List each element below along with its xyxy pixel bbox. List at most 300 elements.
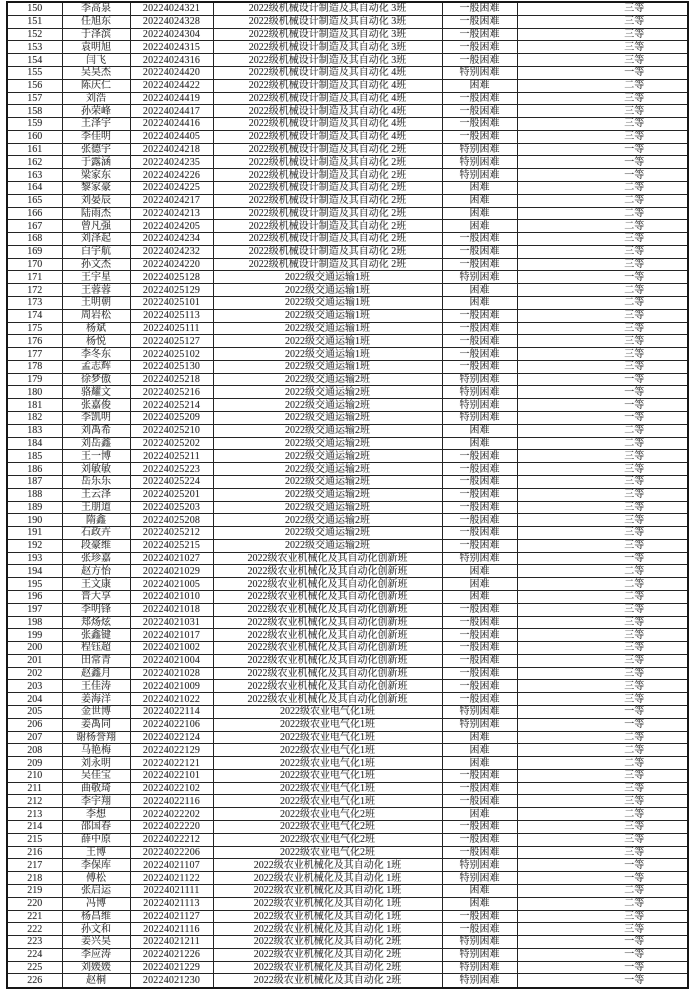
cell-student-name: 周岩松 [62, 309, 130, 322]
cell-student-name: 王云泽 [62, 488, 130, 501]
cell-student-id: 20224025101 [130, 297, 213, 310]
table-row [7, 463, 688, 476]
cell-class-name: 2022级农业机械化及其自动化创新班 [213, 603, 442, 616]
cell-class-name: 2022级农业机械化及其自动化创新班 [213, 590, 442, 603]
cell-student-name: 孙文杰 [62, 258, 130, 271]
cell-student-name: 王博 [62, 846, 130, 859]
cell-row-number: 212 [7, 795, 62, 808]
cell-row-number: 217 [7, 859, 62, 872]
cell-student-id: 20224022220 [130, 821, 213, 834]
table-row [7, 718, 688, 731]
cell-grade-level: 三等 [517, 680, 688, 693]
cell-row-number: 185 [7, 450, 62, 463]
cell-class-name: 2022级机械设计制造及其自动化 2班 [213, 258, 442, 271]
cell-grade-level: 一等 [517, 386, 688, 399]
cell-row-number: 204 [7, 693, 62, 706]
cell-class-name: 2022级交通运输2班 [213, 399, 442, 412]
cell-student-id: 20224022202 [130, 808, 213, 821]
cell-student-id: 20224024316 [130, 54, 213, 67]
table-row [7, 475, 688, 488]
table-row [7, 271, 688, 284]
cell-student-id: 20224024205 [130, 220, 213, 233]
cell-difficulty-level: 困难 [442, 744, 517, 757]
cell-student-name: 晋大享 [62, 590, 130, 603]
cell-difficulty-level: 困难 [442, 79, 517, 92]
cell-row-number: 191 [7, 527, 62, 540]
cell-difficulty-level: 一般困难 [442, 309, 517, 322]
cell-student-id: 20224024220 [130, 258, 213, 271]
cell-student-name: 张嘉俊 [62, 399, 130, 412]
cell-student-name: 任旭东 [62, 15, 130, 28]
cell-difficulty-level: 一般困难 [442, 629, 517, 642]
cell-grade-level: 二等 [517, 565, 688, 578]
cell-student-name: 赵鑫月 [62, 667, 130, 680]
cell-student-id: 20224025223 [130, 463, 213, 476]
cell-grade-level: 三等 [517, 475, 688, 488]
cell-student-name: 曲敬琦 [62, 782, 130, 795]
table-row [7, 706, 688, 719]
table-row [7, 79, 688, 92]
cell-student-id: 20224024218 [130, 143, 213, 156]
cell-grade-level: 三等 [517, 654, 688, 667]
cell-student-name: 王佳涛 [62, 680, 130, 693]
cell-student-id: 20224022101 [130, 769, 213, 782]
cell-difficulty-level: 特别困难 [442, 399, 517, 412]
cell-difficulty-level: 特别困难 [442, 948, 517, 961]
cell-class-name: 2022级农业机械化及其自动化 1班 [213, 910, 442, 923]
cell-class-name: 2022级机械设计制造及其自动化 3班 [213, 15, 442, 28]
cell-row-number: 200 [7, 642, 62, 655]
cell-class-name: 2022级交通运输1班 [213, 271, 442, 284]
cell-difficulty-level: 特别困难 [442, 859, 517, 872]
cell-difficulty-level: 一般困难 [442, 130, 517, 143]
cell-student-id: 20224021127 [130, 910, 213, 923]
cell-row-number: 206 [7, 718, 62, 731]
cell-grade-level: 二等 [517, 590, 688, 603]
cell-difficulty-level: 一般困难 [442, 795, 517, 808]
cell-grade-level: 二等 [517, 424, 688, 437]
cell-student-name: 李冬东 [62, 348, 130, 361]
cell-student-name: 王蓉蓉 [62, 284, 130, 297]
cell-class-name: 2022级交通运输2班 [213, 373, 442, 386]
cell-student-id: 20224022106 [130, 718, 213, 731]
table-row [7, 693, 688, 706]
cell-student-id: 20224024321 [130, 2, 213, 15]
cell-student-id: 20224021226 [130, 948, 213, 961]
cell-difficulty-level: 一般困难 [442, 41, 517, 54]
cell-class-name: 2022级农业机械化及其自动化 1班 [213, 923, 442, 936]
cell-student-name: 孙文和 [62, 923, 130, 936]
table-row [7, 795, 688, 808]
cell-student-name: 王明朝 [62, 297, 130, 310]
table-row [7, 910, 688, 923]
cell-grade-level: 三等 [517, 910, 688, 923]
cell-grade-level: 三等 [517, 693, 688, 706]
cell-row-number: 162 [7, 156, 62, 169]
cell-grade-level: 三等 [517, 245, 688, 258]
table-row [7, 424, 688, 437]
cell-row-number: 176 [7, 335, 62, 348]
cell-grade-level: 三等 [517, 923, 688, 936]
cell-student-name: 刘浩 [62, 92, 130, 105]
table-row [7, 15, 688, 28]
cell-student-name: 薛中原 [62, 833, 130, 846]
cell-student-id: 20224025215 [130, 539, 213, 552]
table-row [7, 373, 688, 386]
cell-row-number: 166 [7, 207, 62, 220]
cell-row-number: 180 [7, 386, 62, 399]
table-row [7, 105, 688, 118]
cell-student-name: 马艳梅 [62, 744, 130, 757]
cell-difficulty-level: 困难 [442, 565, 517, 578]
cell-class-name: 2022级农业电气化1班 [213, 795, 442, 808]
cell-student-name: 于露涵 [62, 156, 130, 169]
cell-student-name: 陈庆仁 [62, 79, 130, 92]
cell-row-number: 184 [7, 437, 62, 450]
cell-row-number: 163 [7, 169, 62, 182]
cell-difficulty-level: 困难 [442, 297, 517, 310]
table-row [7, 629, 688, 642]
cell-class-name: 2022级交通运输2班 [213, 424, 442, 437]
cell-row-number: 216 [7, 846, 62, 859]
cell-student-name: 李应涛 [62, 948, 130, 961]
cell-row-number: 161 [7, 143, 62, 156]
table-row [7, 642, 688, 655]
cell-difficulty-level: 一般困难 [442, 28, 517, 41]
cell-row-number: 224 [7, 948, 62, 961]
cell-class-name: 2022级机械设计制造及其自动化 2班 [213, 156, 442, 169]
cell-difficulty-level: 一般困难 [442, 54, 517, 67]
cell-student-name: 张启运 [62, 884, 130, 897]
cell-student-name: 赵桐 [62, 974, 130, 988]
cell-difficulty-level: 特别困难 [442, 974, 517, 988]
cell-grade-level: 二等 [517, 437, 688, 450]
student-aid-grade-table [6, 1, 689, 989]
cell-difficulty-level: 一般困难 [442, 105, 517, 118]
cell-row-number: 205 [7, 706, 62, 719]
cell-row-number: 213 [7, 808, 62, 821]
cell-difficulty-level: 特别困难 [442, 961, 517, 974]
cell-class-name: 2022级交通运输1班 [213, 348, 442, 361]
table-row [7, 514, 688, 527]
cell-student-id: 20224024405 [130, 130, 213, 143]
cell-row-number: 154 [7, 54, 62, 67]
cell-student-id: 20224024416 [130, 118, 213, 131]
cell-difficulty-level: 困难 [442, 424, 517, 437]
cell-grade-level: 二等 [517, 79, 688, 92]
table-row [7, 118, 688, 131]
cell-grade-level: 一等 [517, 718, 688, 731]
cell-class-name: 2022级交通运输2班 [213, 475, 442, 488]
table-row [7, 974, 688, 988]
table-body [7, 2, 688, 988]
table-row [7, 731, 688, 744]
cell-grade-level: 三等 [517, 322, 688, 335]
cell-grade-level: 三等 [517, 616, 688, 629]
cell-student-id: 20224025130 [130, 360, 213, 373]
table-row [7, 66, 688, 79]
table-row [7, 348, 688, 361]
cell-student-name: 刘岳鑫 [62, 437, 130, 450]
cell-difficulty-level: 一般困难 [442, 463, 517, 476]
cell-grade-level: 二等 [517, 207, 688, 220]
cell-class-name: 2022级农业机械化及其自动化创新班 [213, 565, 442, 578]
cell-difficulty-level: 一般困难 [442, 654, 517, 667]
cell-row-number: 164 [7, 181, 62, 194]
table-row [7, 41, 688, 54]
cell-row-number: 203 [7, 680, 62, 693]
cell-class-name: 2022级交通运输1班 [213, 335, 442, 348]
cell-student-name: 杨悦 [62, 335, 130, 348]
cell-class-name: 2022级农业电气化2班 [213, 821, 442, 834]
table-row [7, 565, 688, 578]
cell-grade-level: 一等 [517, 859, 688, 872]
cell-class-name: 2022级机械设计制造及其自动化 3班 [213, 41, 442, 54]
cell-student-id: 20224021107 [130, 859, 213, 872]
cell-row-number: 187 [7, 475, 62, 488]
cell-difficulty-level: 特别困难 [442, 169, 517, 182]
cell-student-name: 邵国春 [62, 821, 130, 834]
cell-student-name: 于泽滨 [62, 28, 130, 41]
cell-row-number: 221 [7, 910, 62, 923]
cell-student-id: 20224021113 [130, 897, 213, 910]
table-row [7, 808, 688, 821]
cell-difficulty-level: 一般困难 [442, 335, 517, 348]
cell-student-name: 赵方怡 [62, 565, 130, 578]
cell-class-name: 2022级交通运输1班 [213, 309, 442, 322]
cell-class-name: 2022级机械设计制造及其自动化 2班 [213, 194, 442, 207]
cell-grade-level: 一等 [517, 872, 688, 885]
cell-row-number: 226 [7, 974, 62, 988]
cell-row-number: 170 [7, 258, 62, 271]
cell-difficulty-level: 一般困难 [442, 92, 517, 105]
cell-student-name: 张德宇 [62, 143, 130, 156]
cell-difficulty-level: 特别困难 [442, 552, 517, 565]
cell-grade-level: 三等 [517, 15, 688, 28]
cell-student-id: 20224025128 [130, 271, 213, 284]
table-row [7, 961, 688, 974]
cell-class-name: 2022级机械设计制造及其自动化 2班 [213, 245, 442, 258]
table-row [7, 399, 688, 412]
cell-grade-level: 三等 [517, 642, 688, 655]
cell-class-name: 2022级交通运输2班 [213, 501, 442, 514]
cell-student-name: 闫飞 [62, 54, 130, 67]
cell-grade-level: 一等 [517, 974, 688, 988]
table-row [7, 527, 688, 540]
cell-row-number: 194 [7, 565, 62, 578]
table-row [7, 757, 688, 770]
table-row [7, 181, 688, 194]
cell-grade-level: 三等 [517, 258, 688, 271]
cell-student-name: 刘永明 [62, 757, 130, 770]
cell-difficulty-level: 困难 [442, 207, 517, 220]
cell-row-number: 188 [7, 488, 62, 501]
table-row [7, 156, 688, 169]
cell-class-name: 2022级交通运输1班 [213, 360, 442, 373]
cell-row-number: 225 [7, 961, 62, 974]
cell-student-id: 20224025218 [130, 373, 213, 386]
cell-student-id: 20224025203 [130, 501, 213, 514]
cell-difficulty-level: 一般困难 [442, 821, 517, 834]
table-row [7, 284, 688, 297]
cell-student-name: 陆雨杰 [62, 207, 130, 220]
cell-difficulty-level: 困难 [442, 194, 517, 207]
cell-row-number: 202 [7, 667, 62, 680]
cell-grade-level: 二等 [517, 757, 688, 770]
cell-student-name: 吴佳宝 [62, 769, 130, 782]
cell-row-number: 168 [7, 233, 62, 246]
cell-student-name: 吴昊杰 [62, 66, 130, 79]
cell-row-number: 209 [7, 757, 62, 770]
cell-class-name: 2022级农业电气化2班 [213, 833, 442, 846]
cell-grade-level: 三等 [517, 2, 688, 15]
table-row [7, 552, 688, 565]
table-row [7, 616, 688, 629]
cell-student-id: 20224025209 [130, 412, 213, 425]
cell-student-id: 20224025111 [130, 322, 213, 335]
cell-grade-level: 一等 [517, 143, 688, 156]
table-row [7, 169, 688, 182]
cell-row-number: 157 [7, 92, 62, 105]
cell-grade-level: 一等 [517, 936, 688, 949]
cell-student-id: 20224024422 [130, 79, 213, 92]
table-row [7, 386, 688, 399]
cell-grade-level: 二等 [517, 731, 688, 744]
cell-difficulty-level: 困难 [442, 731, 517, 744]
cell-row-number: 196 [7, 590, 62, 603]
cell-difficulty-level: 困难 [442, 884, 517, 897]
cell-student-id: 20224021229 [130, 961, 213, 974]
table-row [7, 335, 688, 348]
table-row [7, 846, 688, 859]
cell-student-id: 20224021211 [130, 936, 213, 949]
cell-class-name: 2022级交通运输2班 [213, 488, 442, 501]
cell-student-id: 20224024234 [130, 233, 213, 246]
cell-row-number: 167 [7, 220, 62, 233]
cell-class-name: 2022级农业机械化及其自动化创新班 [213, 578, 442, 591]
cell-student-id: 20224024225 [130, 181, 213, 194]
table-row [7, 833, 688, 846]
table-row [7, 297, 688, 310]
cell-difficulty-level: 一般困难 [442, 322, 517, 335]
cell-class-name: 2022级交通运输1班 [213, 322, 442, 335]
cell-student-name: 袁明旭 [62, 41, 130, 54]
cell-student-name: 田常青 [62, 654, 130, 667]
cell-difficulty-level: 一般困难 [442, 680, 517, 693]
cell-student-name: 杨昌维 [62, 910, 130, 923]
cell-student-name: 李佳明 [62, 130, 130, 143]
cell-grade-level: 二等 [517, 884, 688, 897]
cell-student-name: 冯博 [62, 897, 130, 910]
cell-student-name: 徐梦傲 [62, 373, 130, 386]
cell-student-name: 王文康 [62, 578, 130, 591]
cell-row-number: 199 [7, 629, 62, 642]
cell-student-id: 20224021010 [130, 590, 213, 603]
cell-student-id: 20224024217 [130, 194, 213, 207]
cell-row-number: 152 [7, 28, 62, 41]
cell-class-name: 2022级农业机械化及其自动化 1班 [213, 897, 442, 910]
cell-row-number: 174 [7, 309, 62, 322]
cell-grade-level: 三等 [517, 629, 688, 642]
cell-student-name: 王朋道 [62, 501, 130, 514]
cell-class-name: 2022级农业机械化及其自动化创新班 [213, 629, 442, 642]
cell-student-name: 李凯明 [62, 412, 130, 425]
table-row [7, 501, 688, 514]
cell-difficulty-level: 困难 [442, 284, 517, 297]
table-row [7, 680, 688, 693]
table-row [7, 923, 688, 936]
cell-row-number: 223 [7, 936, 62, 949]
cell-grade-level: 三等 [517, 795, 688, 808]
table-row [7, 322, 688, 335]
cell-student-id: 20224021027 [130, 552, 213, 565]
cell-student-id: 20224024213 [130, 207, 213, 220]
table-row [7, 578, 688, 591]
cell-student-name: 孟志辉 [62, 360, 130, 373]
cell-student-name: 曾凡强 [62, 220, 130, 233]
table-row [7, 194, 688, 207]
cell-class-name: 2022级交通运输2班 [213, 450, 442, 463]
cell-student-id: 20224024315 [130, 41, 213, 54]
cell-student-name: 姜兴昊 [62, 936, 130, 949]
cell-row-number: 189 [7, 501, 62, 514]
cell-row-number: 178 [7, 360, 62, 373]
cell-student-id: 20224025212 [130, 527, 213, 540]
cell-class-name: 2022级农业电气化1班 [213, 744, 442, 757]
cell-student-name: 李保库 [62, 859, 130, 872]
cell-student-name: 李想 [62, 808, 130, 821]
cell-row-number: 183 [7, 424, 62, 437]
cell-difficulty-level: 一般困难 [442, 769, 517, 782]
cell-student-id: 20224025216 [130, 386, 213, 399]
cell-grade-level: 一等 [517, 169, 688, 182]
cell-student-id: 20224024235 [130, 156, 213, 169]
cell-student-name: 石政卉 [62, 527, 130, 540]
cell-grade-level: 三等 [517, 514, 688, 527]
cell-row-number: 160 [7, 130, 62, 143]
cell-class-name: 2022级农业机械化及其自动化创新班 [213, 693, 442, 706]
cell-row-number: 210 [7, 769, 62, 782]
cell-student-id: 20224021111 [130, 884, 213, 897]
cell-difficulty-level: 特别困难 [442, 412, 517, 425]
cell-grade-level: 三等 [517, 54, 688, 67]
cell-difficulty-level: 一般困难 [442, 603, 517, 616]
cell-student-id: 20224021005 [130, 578, 213, 591]
cell-grade-level: 三等 [517, 309, 688, 322]
cell-student-name: 郑炀炫 [62, 616, 130, 629]
cell-grade-level: 三等 [517, 527, 688, 540]
cell-class-name: 2022级农业机械化及其自动化 2班 [213, 948, 442, 961]
cell-student-id: 20224021009 [130, 680, 213, 693]
table-row [7, 488, 688, 501]
cell-difficulty-level: 特别困难 [442, 271, 517, 284]
cell-row-number: 186 [7, 463, 62, 476]
table-row [7, 28, 688, 41]
cell-grade-level: 一等 [517, 961, 688, 974]
cell-difficulty-level: 一般困难 [442, 15, 517, 28]
cell-difficulty-level: 一般困难 [442, 450, 517, 463]
cell-grade-level: 二等 [517, 194, 688, 207]
cell-difficulty-level: 一般困难 [442, 501, 517, 514]
cell-class-name: 2022级机械设计制造及其自动化 4班 [213, 118, 442, 131]
table-row [7, 54, 688, 67]
cell-student-id: 20224021002 [130, 642, 213, 655]
cell-difficulty-level: 一般困难 [442, 348, 517, 361]
cell-grade-level: 三等 [517, 360, 688, 373]
cell-student-id: 20224021122 [130, 872, 213, 885]
cell-grade-level: 三等 [517, 463, 688, 476]
cell-grade-level: 三等 [517, 821, 688, 834]
